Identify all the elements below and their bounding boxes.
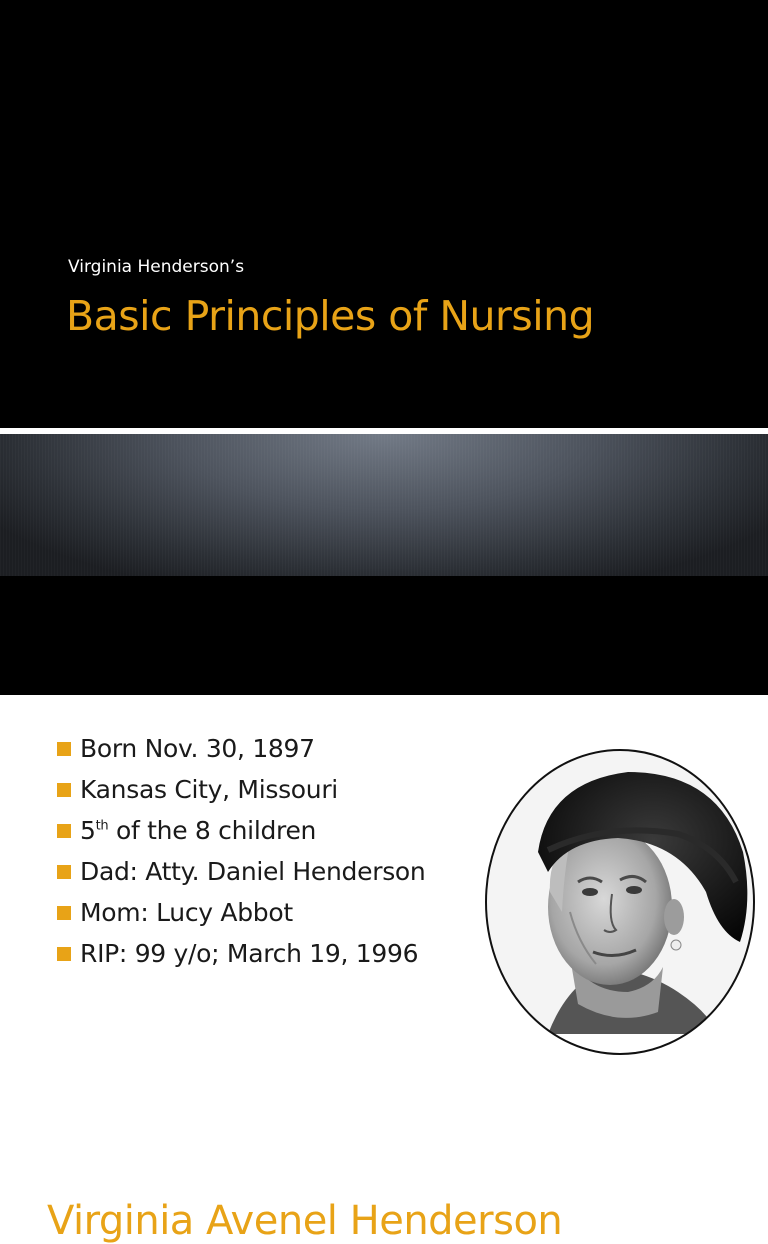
bullet-square-icon [57, 783, 71, 797]
bullet-rip [57, 939, 425, 980]
title-slide [0, 0, 768, 428]
slide-subtitle: Virginia Henderson’s [68, 257, 245, 277]
bio-bullet-list [57, 734, 425, 980]
bullet-mom [57, 898, 425, 939]
bullet-text: RIP: 99 y/o; March 19, 1996 [80, 939, 419, 968]
bullet-birthplace [57, 775, 425, 816]
bio-slide-title: Virginia Avenel Henderson [47, 1198, 563, 1244]
child-number: 5 [80, 816, 96, 845]
portrait-photo [478, 742, 762, 1034]
bullet-children [57, 816, 425, 857]
bullet-square-icon [57, 865, 71, 879]
bullet-square-icon [57, 947, 71, 961]
slide-title: Basic Principles of Nursing [66, 292, 595, 340]
bullet-square-icon [57, 824, 71, 838]
bullet-text [80, 816, 316, 845]
bullet-text: Kansas City, Missouri [80, 775, 338, 804]
bullet-born [57, 734, 425, 775]
bullet-square-icon [57, 906, 71, 920]
bullet-text: Mom: Lucy Abbot [80, 898, 293, 927]
gradient-texture [0, 434, 768, 576]
bullet-square-icon [57, 742, 71, 756]
child-ordinal-suffix: th [95, 818, 109, 834]
bullet-dad [57, 857, 425, 898]
child-rest: of the 8 children [108, 816, 317, 845]
bullet-text: Dad: Atty. Daniel Henderson [80, 857, 426, 886]
slide-divider [0, 695, 768, 703]
gradient-slide [0, 434, 768, 576]
bullet-text: Born Nov. 30, 1897 [80, 734, 315, 763]
